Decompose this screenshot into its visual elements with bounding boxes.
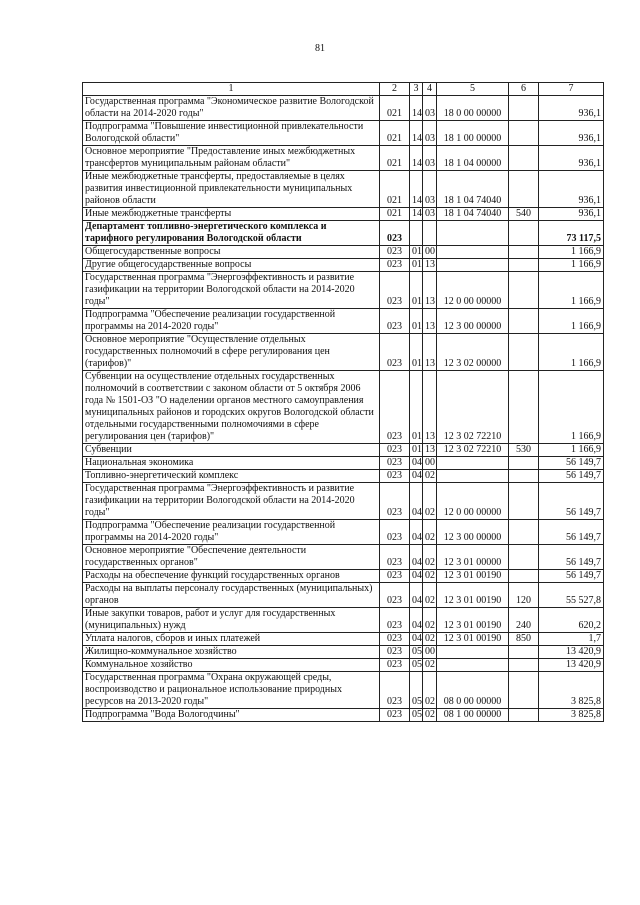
row-target-code-cell: 12 3 02 00000 [437,334,509,371]
row-section-cell: 14 [410,96,423,121]
row-amount-cell: 1 166,9 [539,272,604,309]
row-admin-code-cell: 021 [380,96,410,121]
row-expense-type-cell [509,371,539,444]
row-expense-type-cell [509,483,539,520]
row-name-cell: Другие общегосударственные вопросы [83,259,380,272]
row-amount-cell: 620,2 [539,608,604,633]
row-target-code-cell: 08 0 00 00000 [437,672,509,709]
row-subsection-cell: 00 [423,646,437,659]
row-amount-cell: 13 420,9 [539,659,604,672]
row-amount-cell: 1 166,9 [539,334,604,371]
row-target-code-cell [437,659,509,672]
row-expense-type-cell [509,709,539,722]
row-expense-type-cell [509,520,539,545]
row-subsection-cell: 02 [423,633,437,646]
row-expense-type-cell [509,334,539,371]
row-amount-cell: 56 149,7 [539,470,604,483]
row-target-code-cell: 12 3 00 00000 [437,309,509,334]
row-section-cell: 01 [410,334,423,371]
row-name-cell: Субвенции на осуществление отдельных государственных полномочий в соответствии с законом области от 5 октября 2006 года № 1501-ОЗ "О наделении органов местного самоуправления муниципальных районов и городских округов Вологодской области отдельными государственными полномочиями в сфере регулирования цен (тарифов)" [83,371,380,444]
row-subsection-cell [423,221,437,246]
row-section-cell: 01 [410,272,423,309]
row-target-code-cell [437,646,509,659]
row-target-code-cell: 12 3 01 00190 [437,608,509,633]
row-section-cell: 01 [410,371,423,444]
row-admin-code-cell: 023 [380,246,410,259]
row-target-code-cell: 18 1 00 00000 [437,121,509,146]
row-expense-type-cell [509,570,539,583]
row-name-cell: Национальная экономика [83,457,380,470]
table-row [83,608,604,633]
row-target-code-cell: 12 3 02 72210 [437,371,509,444]
row-expense-type-cell [509,470,539,483]
row-name-cell: Уплата налогов, сборов и иных платежей [83,633,380,646]
row-expense-type-cell: 240 [509,608,539,633]
row-expense-type-cell [509,672,539,709]
row-section-cell: 04 [410,520,423,545]
row-amount-cell: 936,1 [539,146,604,171]
table-header-row [83,83,604,96]
table-row [83,444,604,457]
row-amount-cell: 1 166,9 [539,309,604,334]
row-expense-type-cell [509,259,539,272]
row-admin-code-cell: 023 [380,659,410,672]
row-expense-type-cell [509,659,539,672]
row-target-code-cell: 12 3 01 00190 [437,583,509,608]
row-subsection-cell: 03 [423,96,437,121]
row-subsection-cell: 03 [423,121,437,146]
row-subsection-cell: 13 [423,371,437,444]
row-target-code-cell [437,470,509,483]
row-admin-code-cell: 023 [380,272,410,309]
row-subsection-cell: 02 [423,659,437,672]
row-name-cell: Коммунальное хозяйство [83,659,380,672]
row-admin-code-cell: 021 [380,121,410,146]
row-expense-type-cell [509,246,539,259]
row-subsection-cell: 02 [423,583,437,608]
row-amount-cell: 1 166,9 [539,371,604,444]
row-amount-cell: 1 166,9 [539,259,604,272]
row-subsection-cell: 00 [423,457,437,470]
row-name-cell: Государственная программа "Энергоэффективность и развитие газификации на территории Вологодской области на 2014-2020 годы" [83,272,380,309]
row-amount-cell: 1 166,9 [539,444,604,457]
row-amount-cell: 56 149,7 [539,483,604,520]
row-section-cell: 01 [410,246,423,259]
header-cell-target: 5 [437,83,509,96]
row-expense-type-cell: 530 [509,444,539,457]
row-target-code-cell [437,246,509,259]
row-subsection-cell: 13 [423,309,437,334]
row-admin-code-cell: 023 [380,470,410,483]
row-subsection-cell: 13 [423,444,437,457]
row-admin-code-cell: 023 [380,570,410,583]
table-row [83,646,604,659]
row-amount-cell: 56 149,7 [539,570,604,583]
table-row [83,208,604,221]
row-section-cell: 14 [410,208,423,221]
row-expense-type-cell [509,272,539,309]
row-expense-type-cell [509,146,539,171]
row-admin-code-cell: 023 [380,672,410,709]
table-row [83,171,604,208]
row-name-cell: Иные закупки товаров, работ и услуг для государственных (муниципальных) нужд [83,608,380,633]
row-admin-code-cell: 023 [380,545,410,570]
row-name-cell: Департамент топливно-энергетического комплекса и тарифного регулирования Вологодской области [83,221,380,246]
table-row [83,121,604,146]
header-cell-amount: 7 [539,83,604,96]
row-section-cell: 04 [410,545,423,570]
row-name-cell: Иные межбюджетные трансферты [83,208,380,221]
row-subsection-cell: 03 [423,146,437,171]
table-row [83,672,604,709]
row-subsection-cell: 02 [423,608,437,633]
row-target-code-cell: 12 3 01 00190 [437,633,509,646]
row-name-cell: Расходы на обеспечение функций государственных органов [83,570,380,583]
row-amount-cell: 936,1 [539,96,604,121]
row-subsection-cell: 02 [423,672,437,709]
row-expense-type-cell [509,309,539,334]
row-name-cell: Основное мероприятие "Осуществление отдельных государственных полномочий в сфере регулирования цен (тарифов)" [83,334,380,371]
row-expense-type-cell [509,545,539,570]
row-subsection-cell: 00 [423,246,437,259]
row-amount-cell: 56 149,7 [539,545,604,570]
table-row [83,334,604,371]
header-cell-name: 1 [83,83,380,96]
row-admin-code-cell: 023 [380,221,410,246]
row-section-cell: 14 [410,146,423,171]
row-name-cell: Подпрограмма "Обеспечение реализации государственной программы на 2014-2020 годы" [83,520,380,545]
table-body [83,96,604,722]
row-admin-code-cell: 023 [380,608,410,633]
row-amount-cell: 73 117,5 [539,221,604,246]
row-section-cell: 01 [410,259,423,272]
row-name-cell: Государственная программа "Энергоэффективность и развитие газификации на территории Вологодской области на 2014-2020 годы" [83,483,380,520]
row-admin-code-cell: 023 [380,633,410,646]
header-cell-subsection: 4 [423,83,437,96]
row-admin-code-cell: 023 [380,646,410,659]
row-admin-code-cell: 023 [380,583,410,608]
row-section-cell: 04 [410,457,423,470]
row-subsection-cell: 03 [423,171,437,208]
table-row [83,457,604,470]
row-target-code-cell: 18 1 04 00000 [437,146,509,171]
row-amount-cell: 56 149,7 [539,520,604,545]
budget-table [82,82,604,722]
row-target-code-cell: 12 3 00 00000 [437,520,509,545]
table-row [83,520,604,545]
row-section-cell: 04 [410,470,423,483]
table-row [83,259,604,272]
row-amount-cell: 936,1 [539,121,604,146]
row-name-cell: Подпрограмма "Вода Вологодчины" [83,709,380,722]
row-admin-code-cell: 021 [380,146,410,171]
row-section-cell: 01 [410,444,423,457]
row-name-cell: Основное мероприятие "Обеспечение деятельности государственных органов" [83,545,380,570]
row-admin-code-cell: 021 [380,171,410,208]
row-expense-type-cell: 850 [509,633,539,646]
row-admin-code-cell: 023 [380,457,410,470]
row-name-cell: Подпрограмма "Обеспечение реализации государственной программы на 2014-2020 годы" [83,309,380,334]
table-row [83,545,604,570]
row-subsection-cell: 02 [423,520,437,545]
row-expense-type-cell [509,121,539,146]
row-amount-cell: 55 527,8 [539,583,604,608]
row-admin-code-cell: 023 [380,520,410,545]
table-row [83,146,604,171]
table-row [83,583,604,608]
row-name-cell: Общегосударственные вопросы [83,246,380,259]
row-section-cell: 05 [410,672,423,709]
row-subsection-cell: 13 [423,259,437,272]
header-cell-admin: 2 [380,83,410,96]
row-name-cell: Подпрограмма "Повышение инвестиционной привлекательности Вологодской области" [83,121,380,146]
table-row [83,246,604,259]
row-section-cell: 05 [410,646,423,659]
row-amount-cell: 3 825,8 [539,672,604,709]
row-target-code-cell: 12 0 00 00000 [437,483,509,520]
row-section-cell: 04 [410,583,423,608]
row-target-code-cell: 12 0 00 00000 [437,272,509,309]
row-amount-cell: 3 825,8 [539,709,604,722]
row-section-cell: 04 [410,633,423,646]
row-name-cell: Основное мероприятие "Предоставление иных межбюджетных трансфертов муниципальным районам области" [83,146,380,171]
row-subsection-cell: 02 [423,545,437,570]
row-target-code-cell: 18 0 00 00000 [437,96,509,121]
table-row [83,371,604,444]
row-amount-cell: 936,1 [539,171,604,208]
row-amount-cell: 1,7 [539,633,604,646]
row-target-code-cell: 12 3 01 00190 [437,570,509,583]
row-amount-cell: 1 166,9 [539,246,604,259]
row-subsection-cell: 13 [423,272,437,309]
row-expense-type-cell [509,171,539,208]
table-row [83,659,604,672]
row-admin-code-cell: 023 [380,483,410,520]
row-name-cell: Государственная программа "Охрана окружающей среды, воспроизводство и рациональное использование природных ресурсов на 2013-2020 годы" [83,672,380,709]
header-cell-section: 3 [410,83,423,96]
row-subsection-cell: 02 [423,709,437,722]
row-section-cell: 04 [410,608,423,633]
row-section-cell: 14 [410,171,423,208]
row-amount-cell: 13 420,9 [539,646,604,659]
table-row [83,309,604,334]
row-section-cell: 04 [410,570,423,583]
row-section-cell [410,221,423,246]
row-admin-code-cell: 023 [380,371,410,444]
row-target-code-cell: 08 1 00 00000 [437,709,509,722]
row-name-cell: Топливно-энергетический комплекс [83,470,380,483]
row-subsection-cell: 13 [423,334,437,371]
row-amount-cell: 56 149,7 [539,457,604,470]
row-admin-code-cell: 023 [380,259,410,272]
row-target-code-cell: 12 3 01 00000 [437,545,509,570]
row-section-cell: 05 [410,659,423,672]
table-row [83,96,604,121]
row-name-cell: Расходы на выплаты персоналу государственных (муниципальных) органов [83,583,380,608]
row-amount-cell: 936,1 [539,208,604,221]
row-target-code-cell: 12 3 02 72210 [437,444,509,457]
row-expense-type-cell: 540 [509,208,539,221]
table-row [83,272,604,309]
row-expense-type-cell [509,457,539,470]
table-row [83,570,604,583]
header-cell-expense: 6 [509,83,539,96]
row-subsection-cell: 02 [423,483,437,520]
row-section-cell: 01 [410,309,423,334]
row-section-cell: 14 [410,121,423,146]
row-subsection-cell: 02 [423,570,437,583]
row-admin-code-cell: 023 [380,309,410,334]
row-expense-type-cell: 120 [509,583,539,608]
row-section-cell: 04 [410,483,423,520]
row-target-code-cell [437,457,509,470]
row-expense-type-cell [509,646,539,659]
row-admin-code-cell: 021 [380,208,410,221]
table-row [83,221,604,246]
row-target-code-cell [437,221,509,246]
row-name-cell: Государственная программа "Экономическое развитие Вологодской области на 2014-2020 годы" [83,96,380,121]
row-name-cell: Жилищно-коммунальное хозяйство [83,646,380,659]
row-expense-type-cell [509,96,539,121]
row-admin-code-cell: 023 [380,709,410,722]
row-expense-type-cell [509,221,539,246]
row-admin-code-cell: 023 [380,444,410,457]
row-section-cell: 05 [410,709,423,722]
row-admin-code-cell: 023 [380,334,410,371]
table-row [83,483,604,520]
page-number: 81 [315,43,325,54]
row-name-cell: Иные межбюджетные трансферты, предоставляемые в целях развития инвестиционной привлекательности муниципальных районов области [83,171,380,208]
row-name-cell: Субвенции [83,444,380,457]
table-row [83,470,604,483]
table-row [83,709,604,722]
row-subsection-cell: 03 [423,208,437,221]
row-subsection-cell: 02 [423,470,437,483]
table-row [83,633,604,646]
row-target-code-cell: 18 1 04 74040 [437,171,509,208]
row-target-code-cell: 18 1 04 74040 [437,208,509,221]
row-target-code-cell [437,259,509,272]
